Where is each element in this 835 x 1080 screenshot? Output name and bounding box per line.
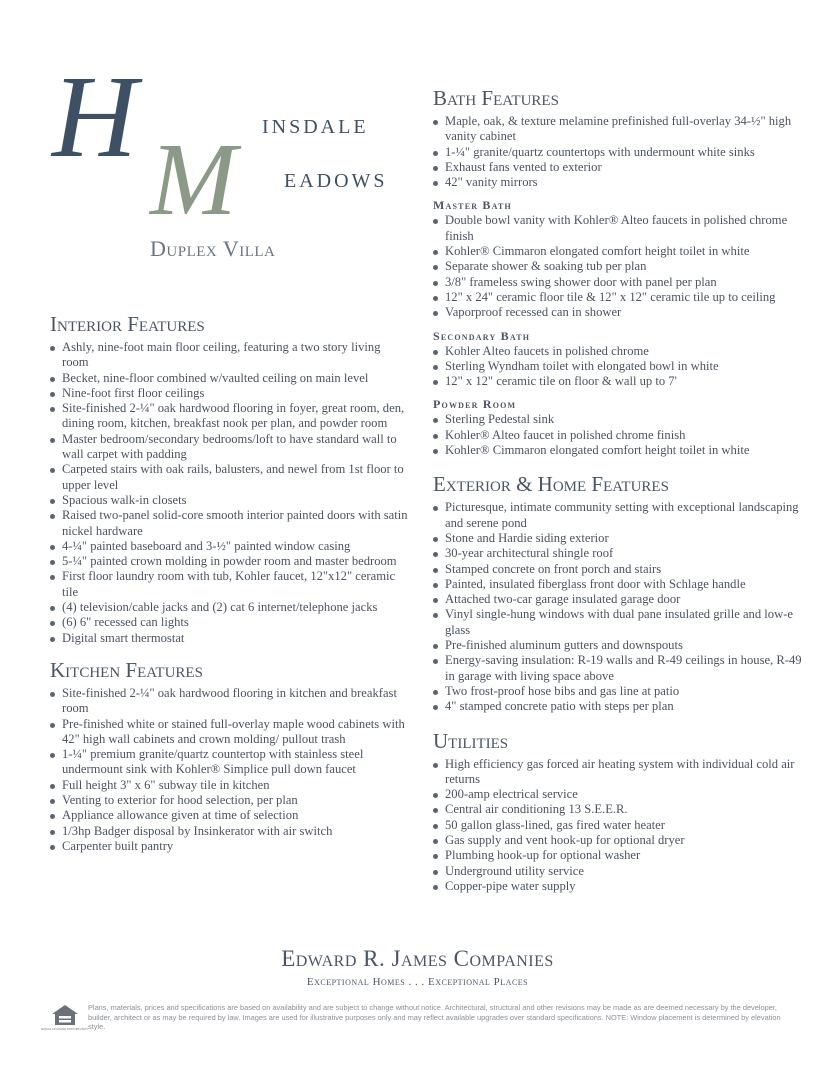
bath-features-list [433, 114, 805, 190]
bath-features-title: Bath Features [433, 86, 559, 110]
page-subtitle: Duplex Villa [150, 236, 276, 261]
list-item: Energy-saving insulation: R-19 walls and R-49 ceilings in house, R-49 in garage with living space above [433, 653, 805, 684]
list-item: Exhaust fans vented to exterior [433, 160, 805, 175]
list-item: 3/8" frameless swing shower door with panel per plan [433, 275, 805, 290]
kitchen-features-title: Kitchen Features [50, 657, 203, 682]
list-item: 1-¼" granite/quartz countertops with undermount white sinks [433, 145, 805, 160]
list-item: Carpenter built pantry [50, 839, 410, 854]
list-item: Kohler® Cimmaron elongated comfort height toilet in white [433, 443, 805, 458]
list-item: Kohler Alteo faucets in polished chrome [433, 344, 805, 359]
list-item: High efficiency gas forced air heating system with individual cold air returns [433, 757, 805, 788]
list-item: Ashly, nine-foot main floor ceiling, featuring a two story living room [50, 340, 410, 371]
list-item: Copper-pipe water supply [433, 879, 805, 894]
list-item: Pre-finished aluminum gutters and downspouts [433, 638, 805, 653]
list-item: Appliance allowance given at time of selection [50, 808, 410, 823]
list-item: First floor laundry room with tub, Kohler faucet, 12"x12" ceramic tile [50, 569, 410, 600]
powder-room-title: Powder Room [433, 397, 517, 412]
list-item: Pre-finished white or stained full-overlay maple wood cabinets with 42" high wall cabinets and crown molding/ pullout trash [50, 717, 410, 748]
list-item: Painted, insulated fiberglass front door with Schlage handle [433, 577, 805, 592]
list-item: Maple, oak, & texture melamine prefinished full-overlay 34-½" high vanity cabinet [433, 114, 805, 145]
list-item: 50 gallon glass-lined, gas fired water heater [433, 818, 805, 833]
list-item: Sterling Wyndham toilet with elongated bowl in white [433, 359, 805, 374]
list-item: 12" x 12" ceramic tile on floor & wall up to 7' [433, 374, 805, 389]
secondary-bath-list [433, 344, 805, 390]
list-item: Site-finished 2-¼" oak hardwood flooring in kitchen and breakfast room [50, 686, 410, 717]
list-item: Central air conditioning 13 S.E.E.R. [433, 802, 805, 817]
list-item: (6) 6" recessed can lights [50, 615, 410, 630]
list-item: Stamped concrete on front porch and stairs [433, 562, 805, 577]
master-bath-title: Master Bath [433, 198, 512, 213]
list-item: 12" x 24" ceramic floor tile & 12" x 12" ceramic tile up to ceiling [433, 290, 805, 305]
legal-disclaimer: Plans, materials, prices and specifications are based on availability and are subject to change without notice. Architectural, structural and other revisions may be made as are deemed necessary by the developer, builder, architect or as may be required by law. Images are used for illustrative purposes only and may reflect available upgrades over standard specifications. NOTE: Window placement is determined by elevation style. [88, 1003, 781, 1031]
list-item: Venting to exterior for hood selection, per plan [50, 793, 410, 808]
list-item: 4-¼" painted baseboard and 3-½" painted window casing [50, 539, 410, 554]
list-item: Plumbing hook-up for optional washer [433, 848, 805, 863]
logo-letter-h: H [52, 51, 134, 182]
list-item: Kohler® Alteo faucet in polished chrome finish [433, 428, 805, 443]
list-item: Vinyl single-hung windows with dual pane insulated grille and low-e glass [433, 607, 805, 638]
logo-letter-m: M [150, 122, 237, 237]
list-item: Full height 3" x 6" subway tile in kitchen [50, 778, 410, 793]
list-item: 200-amp electrical service [433, 787, 805, 802]
list-item: 42" vanity mirrors [433, 175, 805, 190]
list-item: Underground utility service [433, 864, 805, 879]
interior-features-list [50, 340, 410, 646]
master-bath-list [433, 213, 805, 320]
powder-room-list [433, 412, 805, 458]
list-item: 4" stamped concrete patio with steps per plan [433, 699, 805, 714]
list-item: Kohler® Cimmaron elongated comfort height toilet in white [433, 244, 805, 259]
logo-word-insdale: INSDALE [262, 116, 369, 138]
exterior-features-list [433, 500, 805, 714]
list-item: 1/3hp Badger disposal by Insinkerator with air switch [50, 824, 410, 839]
list-item: Digital smart thermostat [50, 631, 410, 646]
exterior-features-title: Exterior & Home Features [433, 472, 669, 497]
list-item: Sterling Pedestal sink [433, 412, 805, 427]
hinsdale-meadows-logo [52, 51, 392, 237]
equal-housing-opportunity-icon [41, 1003, 89, 1033]
list-item: Carpeted stairs with oak rails, balusters, and newel from 1st floor to upper level [50, 462, 410, 493]
list-item: Raised two-panel solid-core smooth interior painted doors with satin nickel hardware [50, 508, 410, 539]
list-item: 5-¼" painted crown molding in powder room and master bedroom [50, 554, 410, 569]
list-item: Site-finished 2-¼" oak hardwood flooring in foyer, great room, den, dining room, kitchen, breakfast nook per plan, and powder room [50, 401, 410, 432]
list-item: Gas supply and vent hook-up for optional dryer [433, 833, 805, 848]
utilities-list [433, 757, 805, 895]
kitchen-features-list [50, 686, 410, 854]
interior-features-title: Interior Features [50, 312, 205, 336]
list-item: Becket, nine-floor combined w/vaulted ceiling on main level [50, 371, 410, 386]
list-item: Separate shower & soaking tub per plan [433, 259, 805, 274]
list-item: (4) television/cable jacks and (2) cat 6 internet/telephone jacks [50, 600, 410, 615]
company-tagline: Exceptional Homes . . . Exceptional Places [306, 976, 529, 988]
list-item: Attached two-car garage insulated garage door [433, 592, 805, 607]
company-name: Edward R. James Companies [281, 946, 554, 971]
left-column [50, 312, 410, 854]
list-item: Nine-foot first floor ceilings [50, 386, 410, 401]
right-column [433, 86, 805, 894]
list-item: Picturesque, intimate community setting with exceptional landscaping and serene pond [433, 500, 805, 531]
list-item: Two frost-proof hose bibs and gas line at patio [433, 684, 805, 699]
logo-word-eadows: EADOWS [284, 170, 388, 192]
list-item: Stone and Hardie siding exterior [433, 531, 805, 546]
list-item: Master bedroom/secondary bedrooms/loft to have standard wall to wall carpet with padding [50, 432, 410, 463]
secondary-bath-title: Secondary Bath [433, 328, 531, 343]
list-item: Vaporproof recessed can in shower [433, 305, 805, 320]
list-item: 1-¼" premium granite/quartz countertop with stainless steel undermount sink with Kohler® Simplice pull down faucet [50, 747, 410, 778]
list-item: 30-year architectural shingle roof [433, 546, 805, 561]
eho-label: EQUAL HOUSING OPPORTUNITY [41, 1027, 89, 1031]
list-item: Spacious walk-in closets [50, 493, 410, 508]
utilities-title: Utilities [433, 728, 509, 753]
list-item: Double bowl vanity with Kohler® Alteo faucets in polished chrome finish [433, 213, 805, 244]
